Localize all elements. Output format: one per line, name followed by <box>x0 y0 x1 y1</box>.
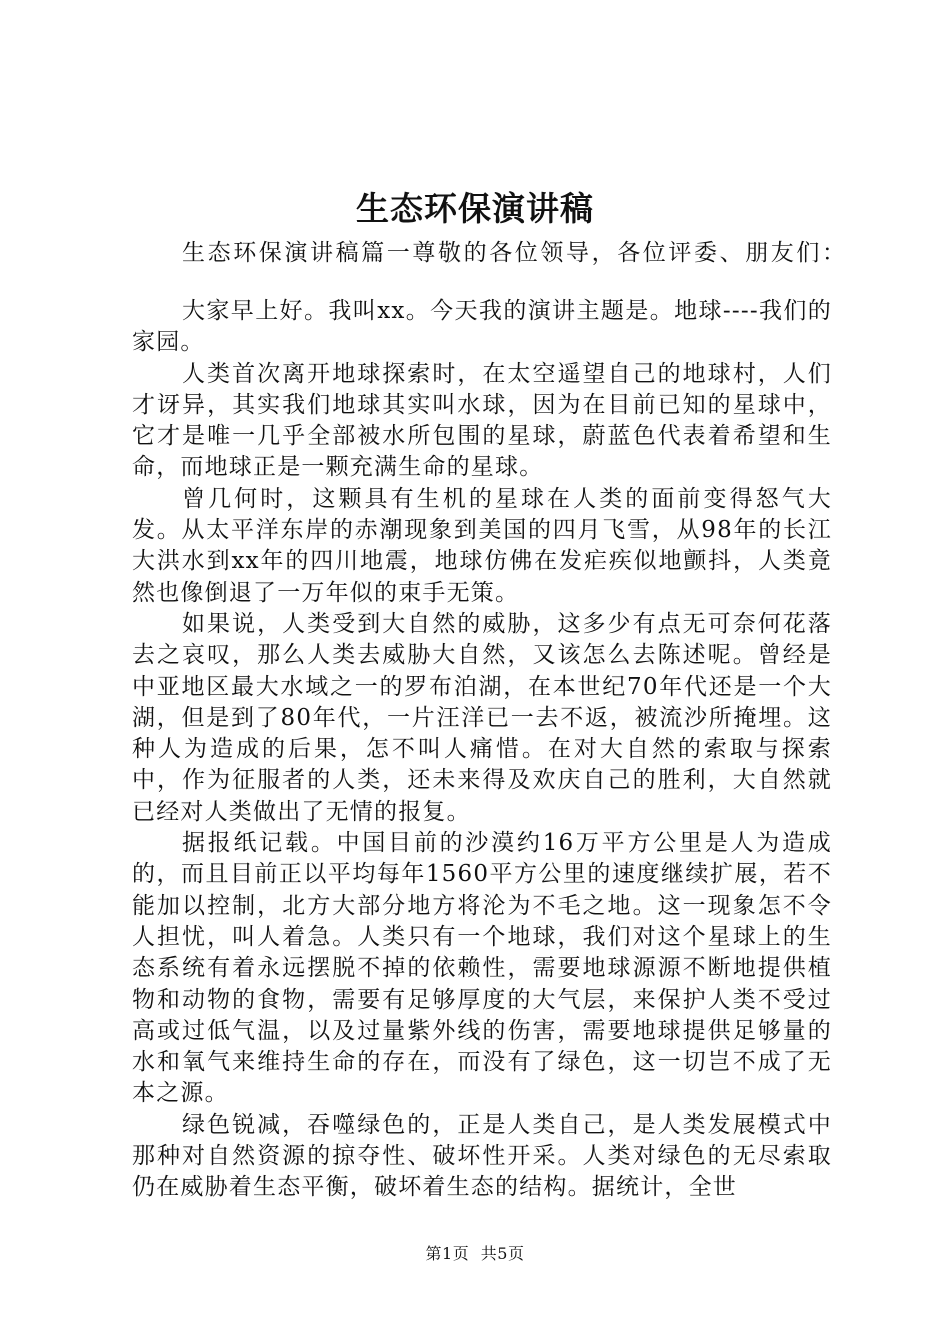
paragraph: 曾几何时，这颗具有生机的星球在人类的面前变得怒气大发。从太平洋东岸的赤潮现象到美国的四月飞雪，从98年的长江大洪水到xx年的四川地震，地球仿佛在发疟疾似地颤抖，人类竟然也像倒退了一万年似的束手无策。 <box>132 485 832 606</box>
paragraph: 绿色锐减，吞噬绿色的，正是人类自己，是人类发展模式中那种对自然资源的掠夺性、破坏性开采。人类对绿色的无尽索取仍在威胁着生态平衡，破坏着生态的结构。据统计，全世 <box>132 1111 832 1201</box>
document-title: 生态环保演讲稿 <box>356 189 594 228</box>
document-body <box>132 296 832 1204</box>
intro-line: 生态环保演讲稿篇一尊敬的各位领导，各位评委、朋友们： <box>182 240 848 266</box>
page-total: 共5页 <box>480 1244 525 1263</box>
paragraph: 如果说，人类受到大自然的威胁，这多少有点无可奈何花落去之哀叹，那么人类去威胁大自然，又该怎么去陈述呢。曾经是中亚地区最大水域之一的罗布泊湖，在本世纪70年代还是一个大湖，但是到了80年代，一片汪洋已一去不返，被流沙所掩埋。这种人为造成的后果，怎不叫人痛惜。在对大自然的索取与探索中，作为征服者的人类，还未来得及欢庆自己的胜利，大自然就已经对人类做出了无情的报复。 <box>132 610 832 825</box>
page-number: 第1页 <box>425 1244 470 1263</box>
paragraph: 大家早上好。我叫xx。今天我的演讲主题是。地球----我们的家园。 <box>132 298 832 356</box>
paragraph: 据报纸记载。中国目前的沙漠约16万平方公里是人为造成的，而且目前正以平均每年1560平方公里的速度继续扩展，若不能加以控制，北方大部分地方将沦为不毛之地。这一现象怎不令人担忧，叫人着急。人类只有一个地球，我们对这个星球上的生态系统有着永远摆脱不掉的依赖性，需要地球源源不断地提供植物和动物的食物，需要有足够厚度的大气层，来保护人类不受过高或过低气温，以及过量紫外线的伤害，需要地球提供足够量的水和氧气来维持生命的存在，而没有了绿色，这一切岂不成了无本之源。 <box>132 830 832 1107</box>
paragraph: 人类首次离开地球探索时，在太空遥望自己的地球村，人们才讶异，其实我们地球其实叫水球，因为在目前已知的星球中，它才是唯一几乎全部被水所包围的星球，蔚蓝色代表着希望和生命，而地球正是一颗充满生命的星球。 <box>132 360 832 481</box>
page-footer <box>0 1243 950 1265</box>
